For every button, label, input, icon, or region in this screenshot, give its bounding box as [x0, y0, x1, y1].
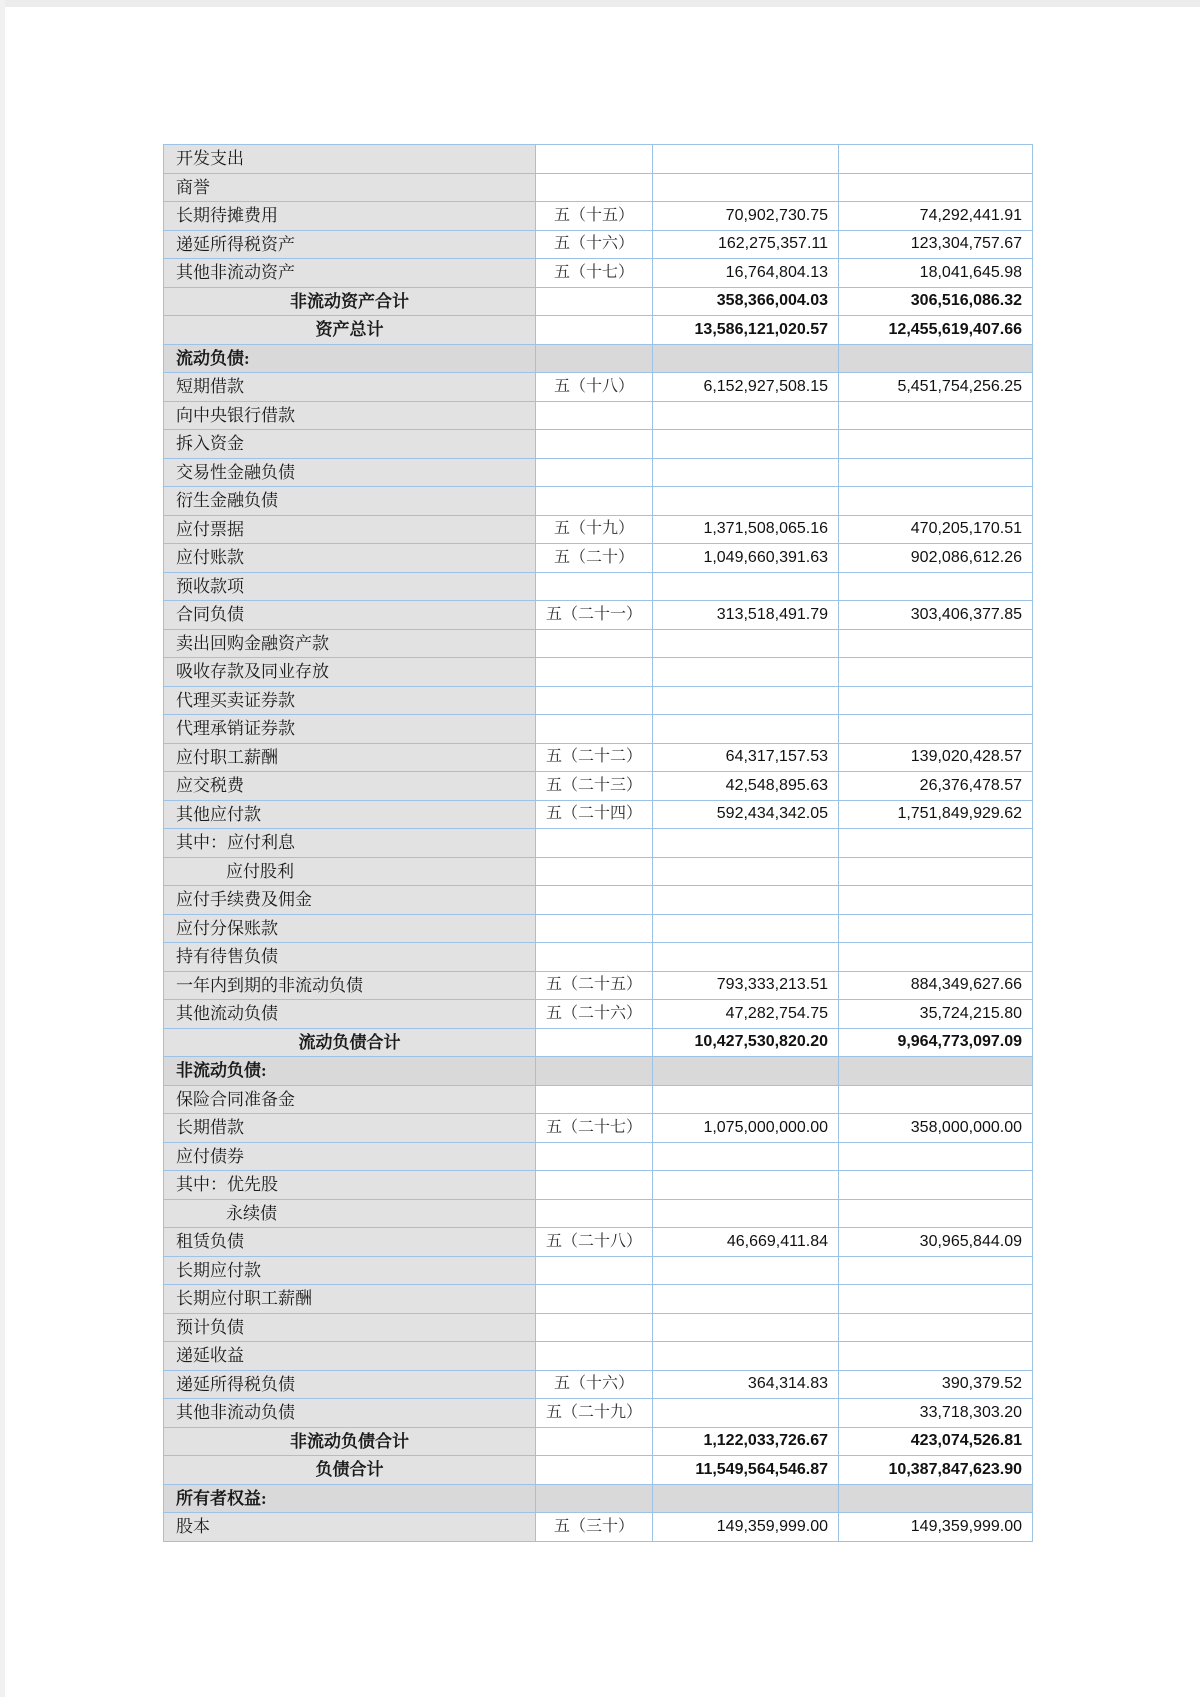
item-label-cell: 长期应付款: [164, 1256, 536, 1285]
prior-amount-cell: [839, 658, 1033, 687]
current-amount-cell: 46,669,411.84: [653, 1228, 839, 1257]
item-label-cell: 非流动资产合计: [164, 287, 536, 316]
prior-amount-cell: 423,074,526.81: [839, 1427, 1033, 1456]
note-ref-cell: [536, 1256, 653, 1285]
table-row: [164, 1057, 1033, 1086]
item-label-cell: 流动负债合计: [164, 1028, 536, 1057]
table-row: [164, 829, 1033, 858]
table-row: [164, 373, 1033, 402]
note-ref-cell: [536, 1085, 653, 1114]
current-amount-cell: 13,586,121,020.57: [653, 316, 839, 345]
table-row: [164, 743, 1033, 772]
table-row: [164, 287, 1033, 316]
balance-sheet-table: [163, 144, 1033, 1542]
table-row: [164, 316, 1033, 345]
prior-amount-cell: [839, 1484, 1033, 1513]
item-label-cell: 开发支出: [164, 145, 536, 174]
current-amount-cell: [653, 1399, 839, 1428]
item-label-cell: 应付职工薪酬: [164, 743, 536, 772]
item-label-cell: 应付手续费及佣金: [164, 886, 536, 915]
note-ref-cell: [536, 829, 653, 858]
current-amount-cell: 1,122,033,726.67: [653, 1427, 839, 1456]
current-amount-cell: 1,075,000,000.00: [653, 1114, 839, 1143]
prior-amount-cell: [839, 1199, 1033, 1228]
item-label-cell: 合同负债: [164, 601, 536, 630]
current-amount-cell: 70,902,730.75: [653, 202, 839, 231]
item-label-cell: 衍生金融负债: [164, 487, 536, 516]
table-row: [164, 145, 1033, 174]
prior-amount-cell: 884,349,627.66: [839, 971, 1033, 1000]
current-amount-cell: 42,548,895.63: [653, 772, 839, 801]
table-row: [164, 971, 1033, 1000]
current-amount-cell: [653, 1313, 839, 1342]
item-label-cell: 预收款项: [164, 572, 536, 601]
table-row: [164, 572, 1033, 601]
item-label-cell: 非流动负债:: [164, 1057, 536, 1086]
item-label-cell: 股本: [164, 1513, 536, 1542]
prior-amount-cell: 390,379.52: [839, 1370, 1033, 1399]
current-amount-cell: [653, 572, 839, 601]
note-ref-cell: [536, 658, 653, 687]
item-label-cell: 资产总计: [164, 316, 536, 345]
item-label-cell: 代理买卖证券款: [164, 686, 536, 715]
note-ref-cell: [536, 1199, 653, 1228]
item-label-cell: 卖出回购金融资产款: [164, 629, 536, 658]
note-ref-cell: [536, 1427, 653, 1456]
item-label-cell: 应付分保账款: [164, 914, 536, 943]
note-ref-cell: [536, 1484, 653, 1513]
note-ref-cell: [536, 487, 653, 516]
table-row: [164, 601, 1033, 630]
prior-amount-cell: [839, 1342, 1033, 1371]
current-amount-cell: [653, 401, 839, 430]
prior-amount-cell: [839, 1285, 1033, 1314]
current-amount-cell: [653, 1342, 839, 1371]
note-ref-cell: 五（二十）: [536, 544, 653, 573]
prior-amount-cell: [839, 401, 1033, 430]
prior-amount-cell: 303,406,377.85: [839, 601, 1033, 630]
prior-amount-cell: 470,205,170.51: [839, 515, 1033, 544]
table-row: [164, 1256, 1033, 1285]
note-ref-cell: 五（二十八）: [536, 1228, 653, 1257]
table-row: [164, 515, 1033, 544]
table-row: [164, 943, 1033, 972]
item-label-cell: 其中：应付利息: [164, 829, 536, 858]
current-amount-cell: 47,282,754.75: [653, 1000, 839, 1029]
prior-amount-cell: 33,718,303.20: [839, 1399, 1033, 1428]
table-row: [164, 857, 1033, 886]
table-row: [164, 914, 1033, 943]
item-label-cell: 其他非流动负债: [164, 1399, 536, 1428]
table-row: [164, 1456, 1033, 1485]
prior-amount-cell: 123,304,757.67: [839, 230, 1033, 259]
prior-amount-cell: 139,020,428.57: [839, 743, 1033, 772]
table-row: [164, 1228, 1033, 1257]
item-label-cell: 流动负债:: [164, 344, 536, 373]
table-row: [164, 1028, 1033, 1057]
prior-amount-cell: 30,965,844.09: [839, 1228, 1033, 1257]
note-ref-cell: [536, 458, 653, 487]
prior-amount-cell: [839, 943, 1033, 972]
prior-amount-cell: [839, 487, 1033, 516]
note-ref-cell: 五（二十三）: [536, 772, 653, 801]
table-row: [164, 202, 1033, 231]
note-ref-cell: 五（二十七）: [536, 1114, 653, 1143]
table-row: [164, 259, 1033, 288]
current-amount-cell: [653, 857, 839, 886]
prior-amount-cell: [839, 886, 1033, 915]
prior-amount-cell: 306,516,086.32: [839, 287, 1033, 316]
scan-edge-left: [0, 0, 5, 1697]
current-amount-cell: [653, 430, 839, 459]
current-amount-cell: [653, 1256, 839, 1285]
note-ref-cell: 五（三十）: [536, 1513, 653, 1542]
table-row: [164, 487, 1033, 516]
table-row: [164, 1342, 1033, 1371]
current-amount-cell: 358,366,004.03: [653, 287, 839, 316]
current-amount-cell: 162,275,357.11: [653, 230, 839, 259]
prior-amount-cell: 26,376,478.57: [839, 772, 1033, 801]
current-amount-cell: [653, 344, 839, 373]
item-label-cell: 向中央银行借款: [164, 401, 536, 430]
note-ref-cell: [536, 572, 653, 601]
prior-amount-cell: 9,964,773,097.09: [839, 1028, 1033, 1057]
item-label-cell: 商誉: [164, 173, 536, 202]
item-label-cell: 非流动负债合计: [164, 1427, 536, 1456]
item-label-cell: 负债合计: [164, 1456, 536, 1485]
table-row: [164, 1142, 1033, 1171]
prior-amount-cell: [839, 1142, 1033, 1171]
current-amount-cell: [653, 829, 839, 858]
current-amount-cell: [653, 1085, 839, 1114]
note-ref-cell: [536, 344, 653, 373]
table-row: [164, 173, 1033, 202]
current-amount-cell: 592,434,342.05: [653, 800, 839, 829]
prior-amount-cell: [839, 914, 1033, 943]
item-label-cell: 应交税费: [164, 772, 536, 801]
prior-amount-cell: [839, 1256, 1033, 1285]
item-label-cell: 预计负债: [164, 1313, 536, 1342]
prior-amount-cell: [839, 629, 1033, 658]
note-ref-cell: 五（二十四）: [536, 800, 653, 829]
table-row: [164, 458, 1033, 487]
table-row: [164, 715, 1033, 744]
table-row: [164, 1370, 1033, 1399]
item-label-cell: 租赁负债: [164, 1228, 536, 1257]
prior-amount-cell: [839, 857, 1033, 886]
note-ref-cell: [536, 1285, 653, 1314]
note-ref-cell: [536, 943, 653, 972]
table-row: [164, 344, 1033, 373]
table-row: [164, 230, 1033, 259]
current-amount-cell: 364,314.83: [653, 1370, 839, 1399]
prior-amount-cell: [839, 1313, 1033, 1342]
current-amount-cell: [653, 914, 839, 943]
note-ref-cell: [536, 173, 653, 202]
note-ref-cell: 五（十五）: [536, 202, 653, 231]
prior-amount-cell: [839, 686, 1033, 715]
note-ref-cell: [536, 316, 653, 345]
prior-amount-cell: [839, 829, 1033, 858]
table-row: [164, 658, 1033, 687]
prior-amount-cell: 10,387,847,623.90: [839, 1456, 1033, 1485]
note-ref-cell: [536, 886, 653, 915]
note-ref-cell: [536, 430, 653, 459]
item-label-cell: 应付账款: [164, 544, 536, 573]
current-amount-cell: [653, 629, 839, 658]
prior-amount-cell: [839, 1171, 1033, 1200]
table-row: [164, 1427, 1033, 1456]
item-label-cell: 其他流动负债: [164, 1000, 536, 1029]
note-ref-cell: [536, 629, 653, 658]
prior-amount-cell: 12,455,619,407.66: [839, 316, 1033, 345]
prior-amount-cell: 902,086,612.26: [839, 544, 1033, 573]
item-label-cell: 应付股利: [164, 857, 536, 886]
prior-amount-cell: 18,041,645.98: [839, 259, 1033, 288]
item-label-cell: 交易性金融负债: [164, 458, 536, 487]
table-row: [164, 1285, 1033, 1314]
current-amount-cell: [653, 145, 839, 174]
item-label-cell: 代理承销证券款: [164, 715, 536, 744]
note-ref-cell: 五（十六）: [536, 1370, 653, 1399]
prior-amount-cell: 74,292,441.91: [839, 202, 1033, 231]
table-row: [164, 1171, 1033, 1200]
note-ref-cell: [536, 914, 653, 943]
current-amount-cell: [653, 1142, 839, 1171]
current-amount-cell: [653, 1285, 839, 1314]
prior-amount-cell: [839, 1085, 1033, 1114]
table-row: [164, 1399, 1033, 1428]
table-row: [164, 430, 1033, 459]
note-ref-cell: 五（二十六）: [536, 1000, 653, 1029]
prior-amount-cell: [839, 344, 1033, 373]
current-amount-cell: [653, 715, 839, 744]
prior-amount-cell: [839, 715, 1033, 744]
prior-amount-cell: 358,000,000.00: [839, 1114, 1033, 1143]
prior-amount-cell: [839, 430, 1033, 459]
note-ref-cell: [536, 401, 653, 430]
current-amount-cell: [653, 173, 839, 202]
current-amount-cell: 1,049,660,391.63: [653, 544, 839, 573]
item-label-cell: 所有者权益:: [164, 1484, 536, 1513]
current-amount-cell: 1,371,508,065.16: [653, 515, 839, 544]
item-label-cell: 吸收存款及同业存放: [164, 658, 536, 687]
current-amount-cell: [653, 1171, 839, 1200]
current-amount-cell: [653, 943, 839, 972]
note-ref-cell: 五（十六）: [536, 230, 653, 259]
item-label-cell: 长期待摊费用: [164, 202, 536, 231]
item-label-cell: 其他非流动资产: [164, 259, 536, 288]
table-row: [164, 800, 1033, 829]
table-row: [164, 401, 1033, 430]
current-amount-cell: [653, 686, 839, 715]
note-ref-cell: [536, 1028, 653, 1057]
item-label-cell: 保险合同准备金: [164, 1085, 536, 1114]
current-amount-cell: 10,427,530,820.20: [653, 1028, 839, 1057]
note-ref-cell: 五（十七）: [536, 259, 653, 288]
prior-amount-cell: 35,724,215.80: [839, 1000, 1033, 1029]
note-ref-cell: [536, 1171, 653, 1200]
current-amount-cell: 6,152,927,508.15: [653, 373, 839, 402]
note-ref-cell: 五（二十二）: [536, 743, 653, 772]
note-ref-cell: 五（二十九）: [536, 1399, 653, 1428]
prior-amount-cell: [839, 572, 1033, 601]
item-label-cell: 拆入资金: [164, 430, 536, 459]
table-row: [164, 1513, 1033, 1542]
current-amount-cell: 793,333,213.51: [653, 971, 839, 1000]
item-label-cell: 永续债: [164, 1199, 536, 1228]
item-label-cell: 递延所得税资产: [164, 230, 536, 259]
note-ref-cell: [536, 1313, 653, 1342]
table-row: [164, 1313, 1033, 1342]
note-ref-cell: [536, 1142, 653, 1171]
current-amount-cell: [653, 458, 839, 487]
note-ref-cell: 五（二十一）: [536, 601, 653, 630]
current-amount-cell: [653, 886, 839, 915]
note-ref-cell: [536, 1342, 653, 1371]
item-label-cell: 一年内到期的非流动负债: [164, 971, 536, 1000]
current-amount-cell: [653, 658, 839, 687]
item-label-cell: 应付票据: [164, 515, 536, 544]
table-row: [164, 1000, 1033, 1029]
note-ref-cell: [536, 1456, 653, 1485]
table-row: [164, 686, 1033, 715]
note-ref-cell: 五（十八）: [536, 373, 653, 402]
prior-amount-cell: 149,359,999.00: [839, 1513, 1033, 1542]
prior-amount-cell: [839, 458, 1033, 487]
prior-amount-cell: [839, 173, 1033, 202]
note-ref-cell: [536, 686, 653, 715]
item-label-cell: 其中：优先股: [164, 1171, 536, 1200]
note-ref-cell: 五（二十五）: [536, 971, 653, 1000]
item-label-cell: 长期借款: [164, 1114, 536, 1143]
current-amount-cell: [653, 1057, 839, 1086]
note-ref-cell: [536, 857, 653, 886]
table-row: [164, 544, 1033, 573]
item-label-cell: 长期应付职工薪酬: [164, 1285, 536, 1314]
prior-amount-cell: [839, 145, 1033, 174]
item-label-cell: 短期借款: [164, 373, 536, 402]
current-amount-cell: [653, 1484, 839, 1513]
current-amount-cell: 313,518,491.79: [653, 601, 839, 630]
table-row: [164, 1114, 1033, 1143]
prior-amount-cell: [839, 1057, 1033, 1086]
item-label-cell: 应付债券: [164, 1142, 536, 1171]
item-label-cell: 其他应付款: [164, 800, 536, 829]
current-amount-cell: [653, 1199, 839, 1228]
current-amount-cell: [653, 487, 839, 516]
table-row: [164, 1484, 1033, 1513]
balance-sheet-body: [164, 145, 1033, 1542]
note-ref-cell: [536, 145, 653, 174]
note-ref-cell: [536, 715, 653, 744]
current-amount-cell: 64,317,157.53: [653, 743, 839, 772]
prior-amount-cell: 1,751,849,929.62: [839, 800, 1033, 829]
table-row: [164, 1199, 1033, 1228]
item-label-cell: 递延所得税负债: [164, 1370, 536, 1399]
table-row: [164, 629, 1033, 658]
note-ref-cell: [536, 1057, 653, 1086]
scan-edge-top: [0, 0, 1200, 7]
current-amount-cell: 11,549,564,546.87: [653, 1456, 839, 1485]
current-amount-cell: 149,359,999.00: [653, 1513, 839, 1542]
table-row: [164, 886, 1033, 915]
note-ref-cell: 五（十九）: [536, 515, 653, 544]
prior-amount-cell: 5,451,754,256.25: [839, 373, 1033, 402]
table-row: [164, 1085, 1033, 1114]
item-label-cell: 持有待售负债: [164, 943, 536, 972]
note-ref-cell: [536, 287, 653, 316]
current-amount-cell: 16,764,804.13: [653, 259, 839, 288]
table-row: [164, 772, 1033, 801]
item-label-cell: 递延收益: [164, 1342, 536, 1371]
